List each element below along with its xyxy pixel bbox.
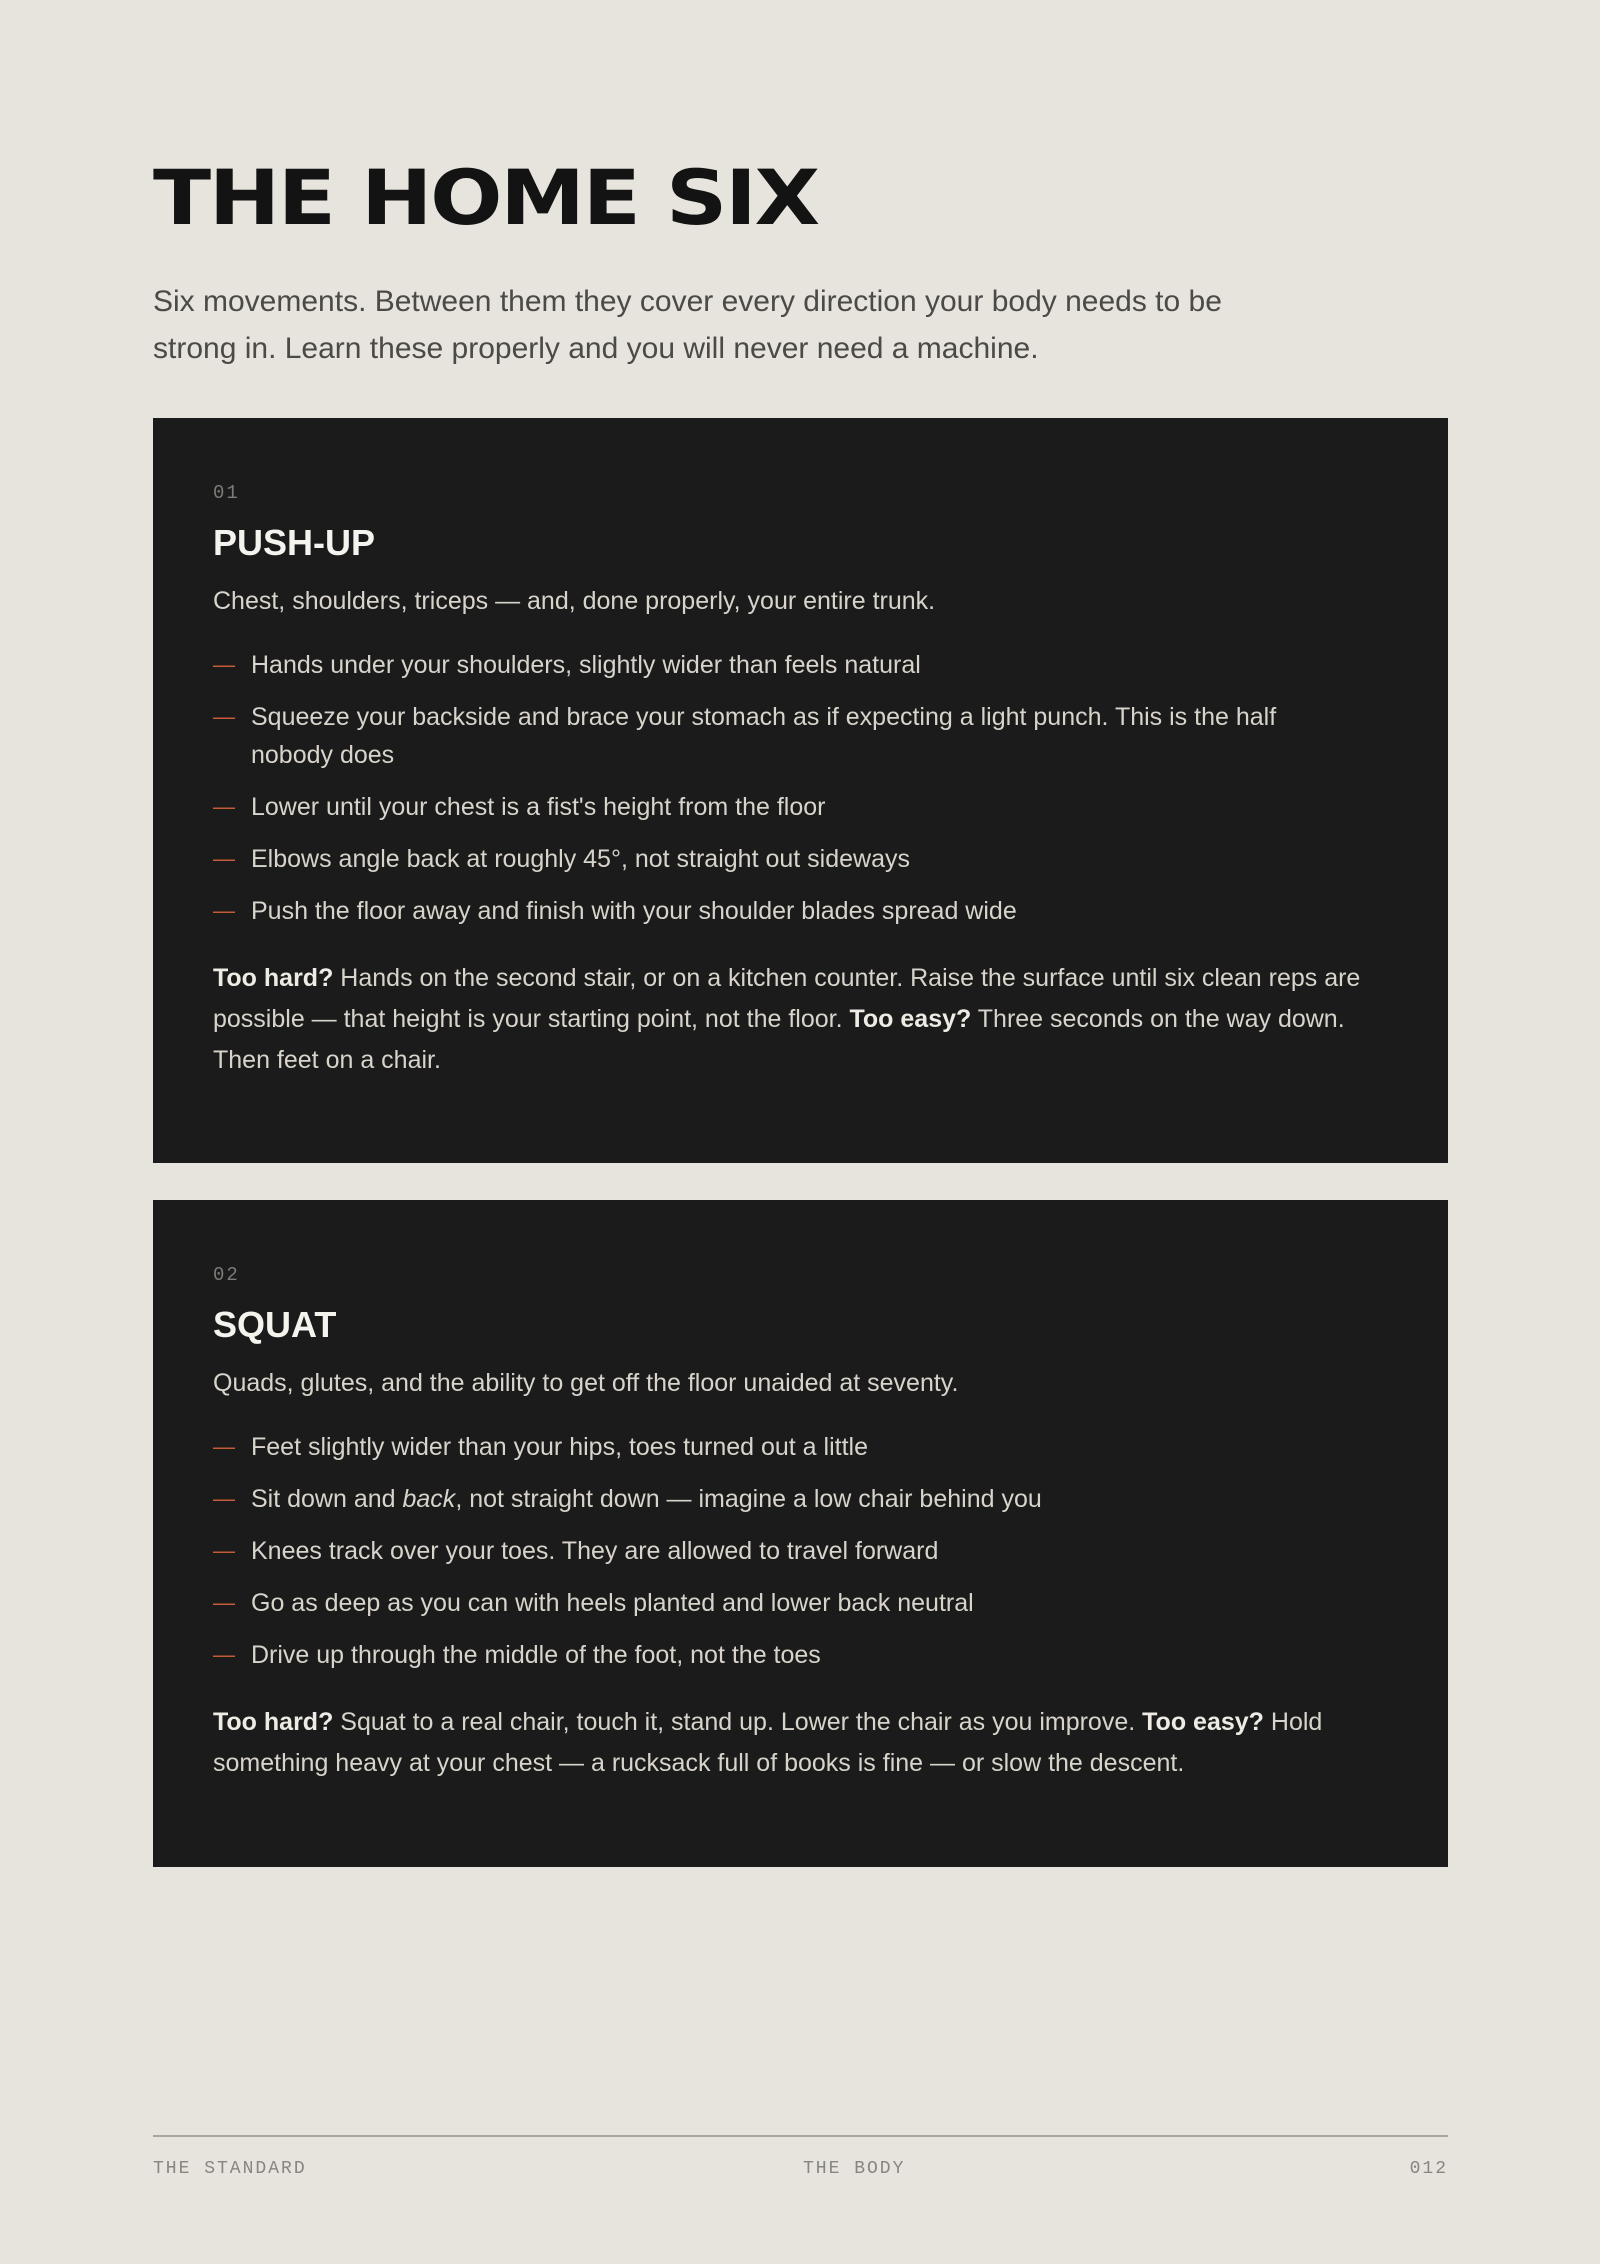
too-easy-text: Three seconds on the way down. Then feet on a chair. — [213, 1005, 1345, 1074]
too-hard-label: Too hard? — [213, 1708, 334, 1736]
exercise-title: PUSH-UP — [213, 522, 376, 563]
page-intro: Six movements. Between them they cover every direction your body needs to be strong in. Learn these properly and you will never need a machine. — [153, 285, 1222, 365]
dash-bullet-icon: — — [213, 1590, 235, 1615]
step-item — [213, 892, 1363, 930]
step-item — [213, 646, 1363, 684]
too-easy-text: Hold something heavy at your chest — a rucksack full of books is fine — or slow the descent. — [213, 1708, 1323, 1777]
step-text: Feet slightly wider than your hips, toes turned out a little — [251, 1433, 868, 1461]
too-hard-text: Hands on the second stair, or on a kitchen counter. Raise the surface until six clean reps are possible — that height is your starting point, not the floor. — [213, 964, 1361, 1033]
too-hard-text: Squat to a real chair, touch it, stand up. Lower the chair as you improve. — [333, 1708, 1143, 1736]
footer-divider — [153, 2135, 1448, 2137]
step-item — [213, 1480, 1363, 1518]
progression-note — [213, 958, 1363, 1081]
footer-section: THE BODY — [803, 2159, 906, 2179]
exercise-summary: Quads, glutes, and the ability to get off the floor unaided at seventy. — [213, 1369, 959, 1397]
dash-bullet-icon: — — [213, 652, 235, 677]
too-hard-label: Too hard? — [213, 964, 334, 992]
exercise-card-push-up — [153, 418, 1448, 1163]
step-text: Squeeze your backside and brace your stomach as if expecting a light punch. This is the half nobody does — [251, 703, 1277, 769]
exercise-steps — [213, 646, 1363, 944]
exercise-steps — [213, 1428, 1363, 1688]
dash-bullet-icon: — — [213, 1434, 235, 1459]
dash-bullet-icon: — — [213, 1486, 235, 1511]
step-text: Knees track over your toes. They are allowed to travel forward — [251, 1537, 939, 1565]
page — [153, 0, 1448, 2264]
dash-bullet-icon: — — [213, 1538, 235, 1563]
exercise-number: 02 — [213, 1264, 240, 1286]
step-item — [213, 1532, 1363, 1570]
too-easy-label: Too easy? — [1142, 1708, 1264, 1736]
step-item — [213, 1584, 1363, 1622]
step-emphasis: back — [402, 1485, 456, 1513]
step-item — [213, 788, 1363, 826]
step-text: Go as deep as you can with heels planted and lower back neutral — [251, 1589, 974, 1617]
footer-publication: THE STANDARD — [153, 2159, 307, 2179]
footer-page-number: 012 — [1409, 2159, 1448, 2179]
dash-bullet-icon: — — [213, 704, 235, 729]
dash-bullet-icon: — — [213, 898, 235, 923]
step-text: Sit down and — [251, 1485, 403, 1513]
dash-bullet-icon: — — [213, 846, 235, 871]
too-easy-label: Too easy? — [849, 1005, 972, 1033]
step-text-rest: , not straight down — imagine a low chair behind you — [455, 1485, 1042, 1513]
step-item — [213, 698, 1363, 774]
step-text: Push the floor away and finish with your shoulder blades spread wide — [251, 897, 1017, 925]
step-text: Lower until your chest is a fist's height from the floor — [251, 793, 826, 821]
step-item — [213, 1428, 1363, 1466]
step-item — [213, 1636, 1363, 1674]
exercise-summary: Chest, shoulders, triceps — and, done properly, your entire trunk. — [213, 587, 936, 615]
step-text: Drive up through the middle of the foot, not the toes — [251, 1641, 821, 1669]
exercise-title: SQUAT — [213, 1304, 337, 1345]
step-text: Hands under your shoulders, slightly wider than feels natural — [251, 651, 921, 679]
dash-bullet-icon: — — [213, 794, 235, 819]
progression-note — [213, 1702, 1363, 1784]
step-item — [213, 840, 1363, 878]
step-text: Elbows angle back at roughly 45°, not straight out sideways — [251, 845, 910, 873]
exercise-number: 01 — [213, 482, 240, 504]
exercise-card-squat — [153, 1200, 1448, 1867]
dash-bullet-icon: — — [213, 1642, 235, 1667]
page-title: THE HOME SIX — [153, 153, 818, 242]
